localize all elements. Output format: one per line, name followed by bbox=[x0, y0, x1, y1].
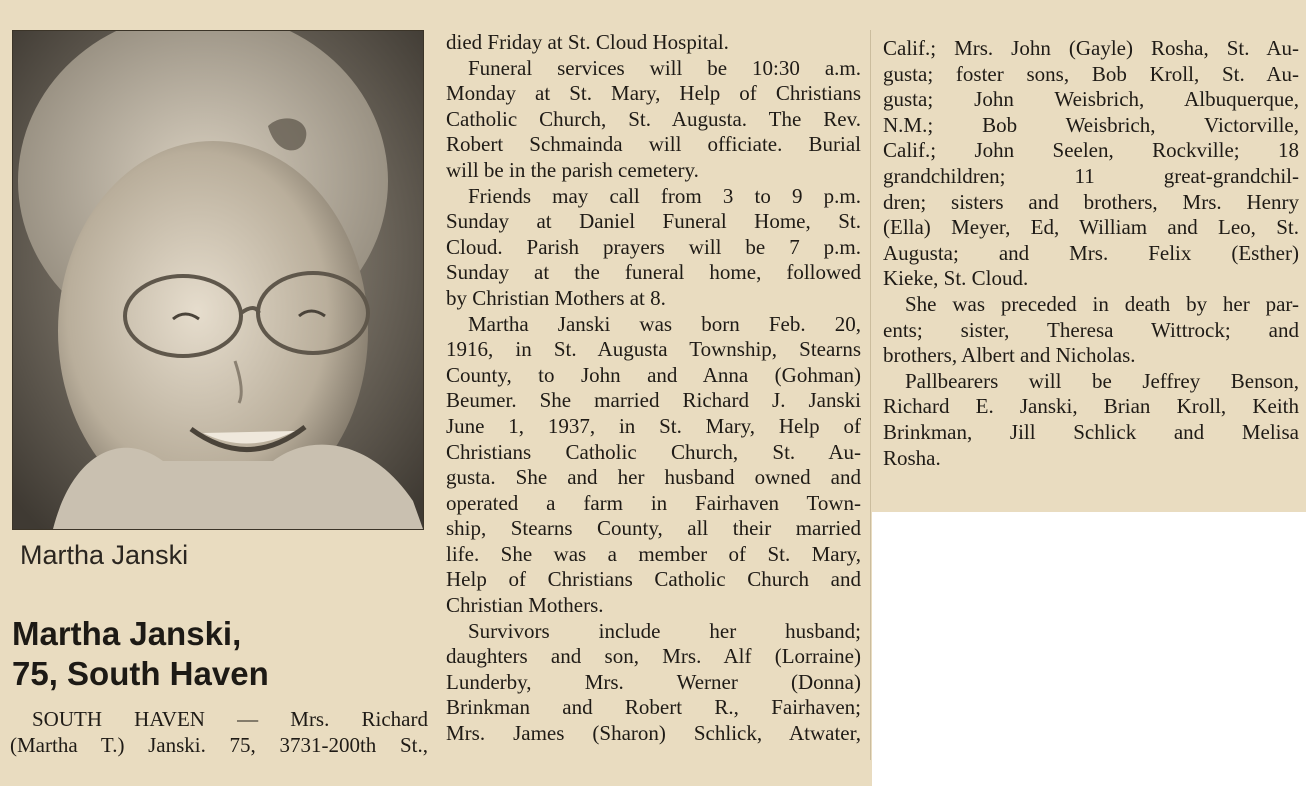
text-line: Sunday at Daniel Funeral Home, St. bbox=[446, 209, 861, 234]
text-line: Survivors include her husband; bbox=[468, 618, 861, 643]
text-line: Kieke, St. Cloud. bbox=[883, 266, 1029, 291]
scan-background bbox=[872, 512, 1306, 786]
text-line: Calif.; John Seelen, Rockville; 18 bbox=[883, 138, 1299, 163]
text-line: Pallbearers will be Jeffrey Benson, bbox=[905, 368, 1299, 393]
text-line: N.M.; Bob Weisbrich, Victorville, bbox=[883, 112, 1299, 137]
portrait-photo bbox=[12, 30, 424, 530]
text-line: Sunday at the funeral home, followed bbox=[446, 260, 861, 285]
text-line: will be in the parish cemetery. bbox=[446, 157, 699, 182]
text-line: Friends may call from 3 to 9 p.m. bbox=[468, 183, 861, 208]
text-line: Robert Schmainda will officiate. Burial bbox=[446, 132, 861, 157]
text-column-3 bbox=[883, 36, 1299, 471]
text-line: by Christian Mothers at 8. bbox=[446, 285, 666, 310]
text-line: Christians Catholic Church, St. Au- bbox=[446, 439, 861, 464]
text-line: (Ella) Meyer, Ed, William and Leo, St. bbox=[883, 215, 1299, 240]
text-line: (Martha T.) Janski. 75, 3731-200th St., bbox=[10, 732, 428, 757]
text-line: County, to John and Anna (Gohman) bbox=[446, 362, 861, 387]
headline-line-2: 75, South Haven bbox=[12, 655, 269, 692]
text-line: life. She was a member of St. Mary, bbox=[446, 541, 861, 566]
photo-caption: Martha Janski bbox=[20, 540, 189, 570]
text-line: ship, Stearns County, all their married bbox=[446, 516, 861, 541]
text-line: dren; sisters and brothers, Mrs. Henry bbox=[883, 189, 1299, 214]
text-line: gusta; John Weisbrich, Albuquerque, bbox=[883, 87, 1299, 112]
text-line: gusta; foster sons, Bob Kroll, St. Au- bbox=[883, 61, 1299, 86]
text-line: Christian Mothers. bbox=[446, 593, 604, 618]
text-line: She was preceded in death by her par- bbox=[905, 291, 1299, 316]
portrait-image bbox=[13, 31, 423, 529]
text-line: Lunderby, Mrs. Werner (Donna) bbox=[446, 669, 861, 694]
text-line: Funeral services will be 10:30 a.m. bbox=[468, 55, 861, 80]
text-line: Calif.; Mrs. John (Gayle) Rosha, St. Au- bbox=[883, 36, 1299, 60]
obituary-headline bbox=[12, 614, 269, 694]
text-line: Monday at St. Mary, Help of Christians bbox=[446, 81, 861, 106]
text-line: daughters and son, Mrs. Alf (Lorraine) bbox=[446, 644, 861, 669]
text-line: Catholic Church, St. Augusta. The Rev. bbox=[446, 106, 861, 131]
text-line: brothers, Albert and Nicholas. bbox=[883, 343, 1136, 368]
text-line: June 1, 1937, in St. Mary, Help of bbox=[446, 413, 861, 438]
text-line: 1916, in St. Augusta Township, Stearns bbox=[446, 337, 861, 362]
text-line: Augusta; and Mrs. Felix (Esther) bbox=[883, 240, 1299, 265]
text-line: Cloud. Parish prayers will be 7 p.m. bbox=[446, 234, 861, 259]
text-line: SOUTH HAVEN — Mrs. Richard bbox=[32, 707, 428, 731]
text-column-2 bbox=[446, 30, 861, 747]
text-line: died Friday at St. Cloud Hospital. bbox=[446, 30, 729, 54]
text-line: Rosha. bbox=[883, 445, 941, 470]
text-line: ents; sister, Theresa Wittrock; and bbox=[883, 317, 1299, 342]
headline-line-1: Martha Janski, bbox=[12, 615, 242, 652]
text-line: Help of Christians Catholic Church and bbox=[446, 567, 861, 592]
text-line: gusta. She and her husband owned and bbox=[446, 465, 861, 490]
text-line: Martha Janski was born Feb. 20, bbox=[468, 311, 861, 336]
text-line: operated a farm in Fairhaven Town- bbox=[446, 490, 861, 515]
text-line: Brinkman, Jill Schlick and Melisa bbox=[883, 419, 1299, 444]
text-line: Beumer. She married Richard J. Janski bbox=[446, 388, 861, 413]
text-column-1 bbox=[10, 707, 428, 758]
text-line: Richard E. Janski, Brian Kroll, Keith bbox=[883, 394, 1299, 419]
text-line: Mrs. James (Sharon) Schlick, Atwater, bbox=[446, 721, 861, 746]
text-line: grandchildren; 11 great-grandchil- bbox=[883, 163, 1299, 188]
text-line: Brinkman and Robert R., Fairhaven; bbox=[446, 695, 861, 720]
column-divider bbox=[870, 30, 871, 760]
